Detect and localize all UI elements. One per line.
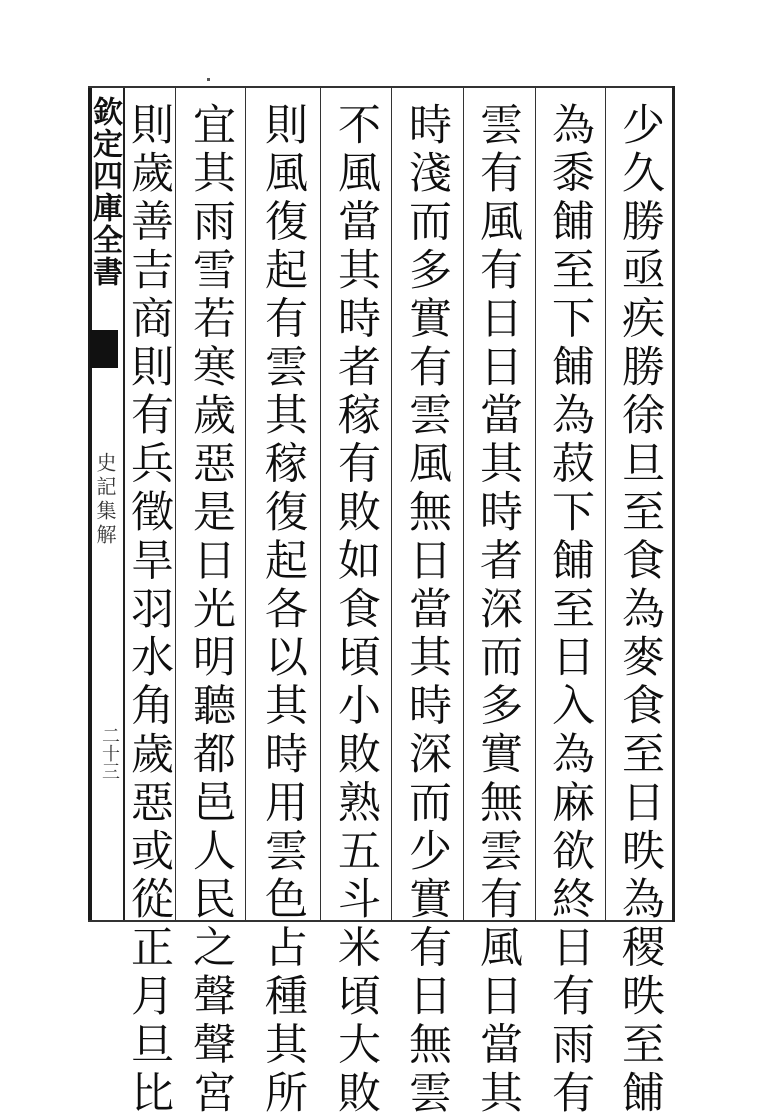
column-rule: [391, 86, 392, 922]
column-rule: [605, 86, 606, 922]
right-border: [672, 86, 675, 922]
column-rule: [245, 86, 246, 922]
fishtail-mark: [90, 330, 118, 368]
text-column-1: 少久勝亟疾勝徐旦至食為麥食至日昳為稷昳至餔: [615, 102, 665, 1118]
column-rule: [535, 86, 536, 922]
book-name: 史記集解: [93, 452, 117, 548]
text-column-3: 雲有風有日日當其時者深而多實無雲有風日當其: [473, 102, 523, 1118]
margin-title: 欽定四庫全書: [87, 96, 122, 288]
text-column-4: 時淺而多實有雲風無日當其時深而少實有日無雲: [402, 102, 452, 1118]
column-rule: [463, 86, 464, 922]
text-column-8: 則歲善吉商則有兵徵旱羽水角歲惡或從正月旦比: [124, 102, 174, 1118]
text-column-2: 為黍餔至下餔為菽下餔至日入為麻欲終日有雨有: [545, 102, 595, 1118]
text-column-7: 宜其雨雪若寒歲惡是日光明聽都邑人民之聲聲宮: [186, 102, 236, 1118]
ink-dot: [207, 78, 210, 81]
column-rule: [175, 86, 176, 922]
page-number: 二十三: [99, 726, 120, 780]
text-column-5: 不風當其時者稼有敗如食頃小敗熟五斗米頃大敗: [331, 102, 381, 1118]
text-column-6: 則風復起有雲其稼復起各以其時用雲色占種其所: [258, 102, 308, 1118]
column-rule: [320, 86, 321, 922]
